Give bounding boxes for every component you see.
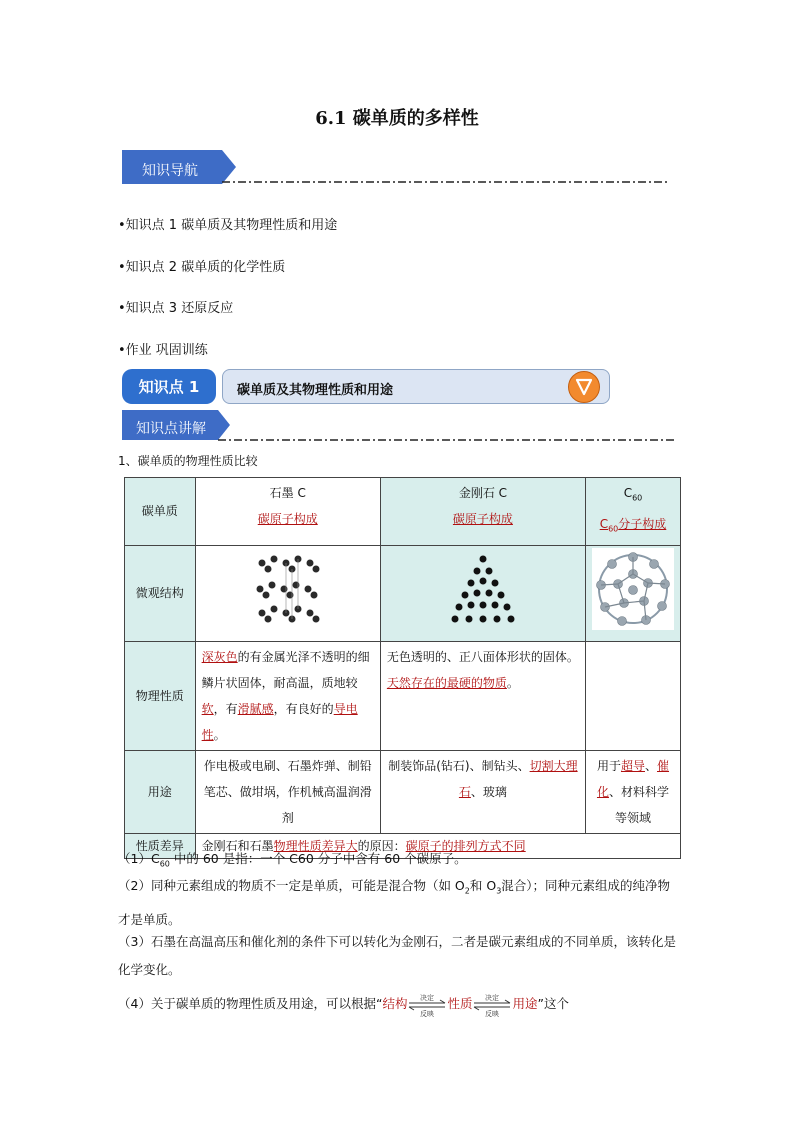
row-header-diff: 性质差异 bbox=[125, 833, 196, 858]
c60-physical-cell bbox=[585, 641, 680, 750]
arrow-bottom-label: 反映 bbox=[485, 1009, 500, 1018]
note-4-structure: 结构 bbox=[382, 996, 408, 1011]
c60-comp-text: C bbox=[599, 517, 609, 532]
banner-label: 知识导航 bbox=[142, 163, 198, 179]
c60-use-text-1: 用于 bbox=[596, 758, 621, 773]
graphite-phys-slippery: 滑腻感 bbox=[237, 701, 274, 716]
table-row bbox=[125, 641, 681, 750]
diamond-name: 金刚石 C bbox=[458, 486, 508, 500]
row-header-micro: 微观结构 bbox=[125, 545, 196, 641]
down-triangle-glyph bbox=[569, 372, 599, 402]
table-row bbox=[125, 750, 681, 833]
arrow-top-label: 决定 bbox=[485, 993, 500, 1002]
kp-badge: 知识点 1 bbox=[122, 369, 216, 404]
c60-composition bbox=[592, 511, 674, 542]
diamond-composition: 碳原子构成 bbox=[452, 512, 513, 526]
kp-label: 碳单质及其物理性质和用途 bbox=[237, 383, 394, 398]
kp-label-box bbox=[222, 369, 610, 404]
page-title: 6.1 碳单质的多样性 bbox=[315, 108, 479, 129]
diamond-phys-text-3: 。 bbox=[506, 675, 519, 690]
section-title: 1、碳单质的物理性质比较 bbox=[118, 454, 258, 468]
note-1-a: （1）C bbox=[118, 851, 160, 866]
diamond-header-cell bbox=[380, 478, 585, 546]
note-2-sub2: 3 bbox=[496, 886, 502, 896]
graphite-phys-text-4: ，有 bbox=[213, 701, 238, 716]
diamond-use-text-1: 制装饰品(钻石)、制钻头、 bbox=[388, 758, 530, 773]
note-2-a: （2）同种元素组成的物质不一定是单质，可能是混合物（如 O bbox=[118, 878, 465, 893]
note-1-b: 中的 60 是指：一个 C60 分子中含有 60 个碳原子。 bbox=[169, 851, 467, 866]
c60-comp-sub: 60 bbox=[608, 524, 619, 534]
diamond-use-cell bbox=[380, 750, 585, 833]
c60-comp-rest: 分子构成 bbox=[618, 517, 667, 532]
diamond-phys-text-1: 无色透明的、正八面体形状的固体。 bbox=[386, 649, 579, 664]
nav-item-kp3[interactable]: •知识点 3 还原反应 bbox=[118, 301, 234, 316]
diamond-structure-image bbox=[443, 549, 523, 629]
down-triangle-icon[interactable] bbox=[568, 371, 600, 403]
banner-arrow-shape bbox=[122, 148, 667, 190]
diamond-use-text-3: 、玻璃 bbox=[470, 784, 507, 799]
note-1-sub: 60 bbox=[159, 859, 170, 869]
note-4-use: 用途 bbox=[512, 996, 538, 1011]
c60-use-cell bbox=[585, 750, 680, 833]
graphite-name: 石墨 C bbox=[269, 486, 306, 500]
knowledge-nav-banner bbox=[122, 148, 667, 190]
c60-name-sub: 60 bbox=[632, 493, 643, 503]
nav-item-homework[interactable]: •作业 巩固训练 bbox=[118, 343, 208, 358]
note-2 bbox=[118, 872, 678, 934]
c60-name-text: C bbox=[623, 486, 633, 500]
table-row bbox=[125, 545, 681, 641]
graphite-use-cell: 作电极或电刷、石墨炸弹、制铅笔芯、做坩埚，作机械高温润滑剂 bbox=[195, 750, 380, 833]
row-header-physical: 物理性质 bbox=[125, 641, 196, 750]
graphite-header-cell bbox=[195, 478, 380, 546]
graphite-structure-cell bbox=[195, 545, 380, 641]
diff-text-2: 物理性质差异大 bbox=[273, 838, 358, 853]
note-4-b: ”这个 bbox=[537, 996, 569, 1011]
c60-use-text-3: 、 bbox=[644, 758, 657, 773]
diamond-physical-cell bbox=[380, 641, 585, 750]
diff-text-1: 金刚石和石墨 bbox=[201, 838, 274, 853]
c60-structure-image bbox=[592, 548, 674, 630]
double-arrow-icon bbox=[407, 992, 447, 1018]
note-2-c: 混合）；同种元素组成的纯净物才是单质。 bbox=[118, 878, 671, 927]
double-arrow-icon bbox=[472, 992, 512, 1018]
c60-use-text-5: 、材料科学等领域 bbox=[608, 784, 669, 825]
nav-item-kp1[interactable]: •知识点 1 碳单质及其物理性质和用途 bbox=[118, 218, 338, 233]
graphite-composition: 碳原子构成 bbox=[257, 512, 318, 526]
note-4-property: 性质 bbox=[447, 996, 473, 1011]
diamond-use-cut-marble: 切割大理石 bbox=[458, 758, 578, 799]
graphite-phys-text-2: 的有金属光泽不透明的细鳞片状固体，耐高温，质地较 bbox=[201, 649, 370, 690]
note-4 bbox=[118, 990, 678, 1018]
graphite-phys-conductivity: 导电性 bbox=[201, 701, 358, 742]
c60-structure-cell bbox=[585, 545, 680, 641]
arrow-bottom-label: 反映 bbox=[420, 1009, 435, 1018]
note-2-b: 和 O bbox=[469, 878, 497, 893]
graphite-structure-image bbox=[248, 549, 328, 629]
diamond-phys-hardest: 天然存在的最硬的物质 bbox=[386, 675, 507, 690]
graphite-phys-soft: 软 bbox=[201, 701, 214, 716]
graphite-phys-text-8: 。 bbox=[213, 727, 226, 742]
explain-banner bbox=[122, 410, 674, 444]
diff-text-4: 碳原子的排列方式不同 bbox=[405, 838, 526, 853]
diamond-structure-cell bbox=[380, 545, 585, 641]
diff-text-3: 的原因： bbox=[357, 838, 406, 853]
note-3: （3）石墨在高温高压和催化剂的条件下可以转化为金刚石，二者是碳元素组成的不同单质，该转化是化学变化。 bbox=[118, 934, 676, 977]
c60-header-cell bbox=[585, 478, 680, 546]
note-2-sub1: 2 bbox=[464, 886, 470, 896]
graphite-phys-color: 深灰色 bbox=[201, 649, 238, 664]
graphite-physical-cell bbox=[195, 641, 380, 750]
note-4-a: （4）关于碳单质的物理性质及用途，可以根据“ bbox=[118, 996, 383, 1011]
row-header-substance: 碳单质 bbox=[125, 478, 196, 546]
knowledge-point-1-header bbox=[122, 368, 612, 406]
c60-use-superconduct: 超导 bbox=[620, 758, 645, 773]
nav-item-kp2[interactable]: •知识点 2 碳单质的化学性质 bbox=[118, 260, 286, 275]
arrow-top-label: 决定 bbox=[420, 993, 435, 1002]
graphite-phys-text-6: ，有良好的 bbox=[273, 701, 334, 716]
explain-label: 知识点讲解 bbox=[136, 421, 206, 437]
carbon-comparison-table bbox=[124, 477, 681, 859]
c60-name bbox=[592, 480, 674, 511]
table-row bbox=[125, 478, 681, 546]
row-header-use: 用途 bbox=[125, 750, 196, 833]
c60-use-catalysis: 催化 bbox=[596, 758, 670, 799]
